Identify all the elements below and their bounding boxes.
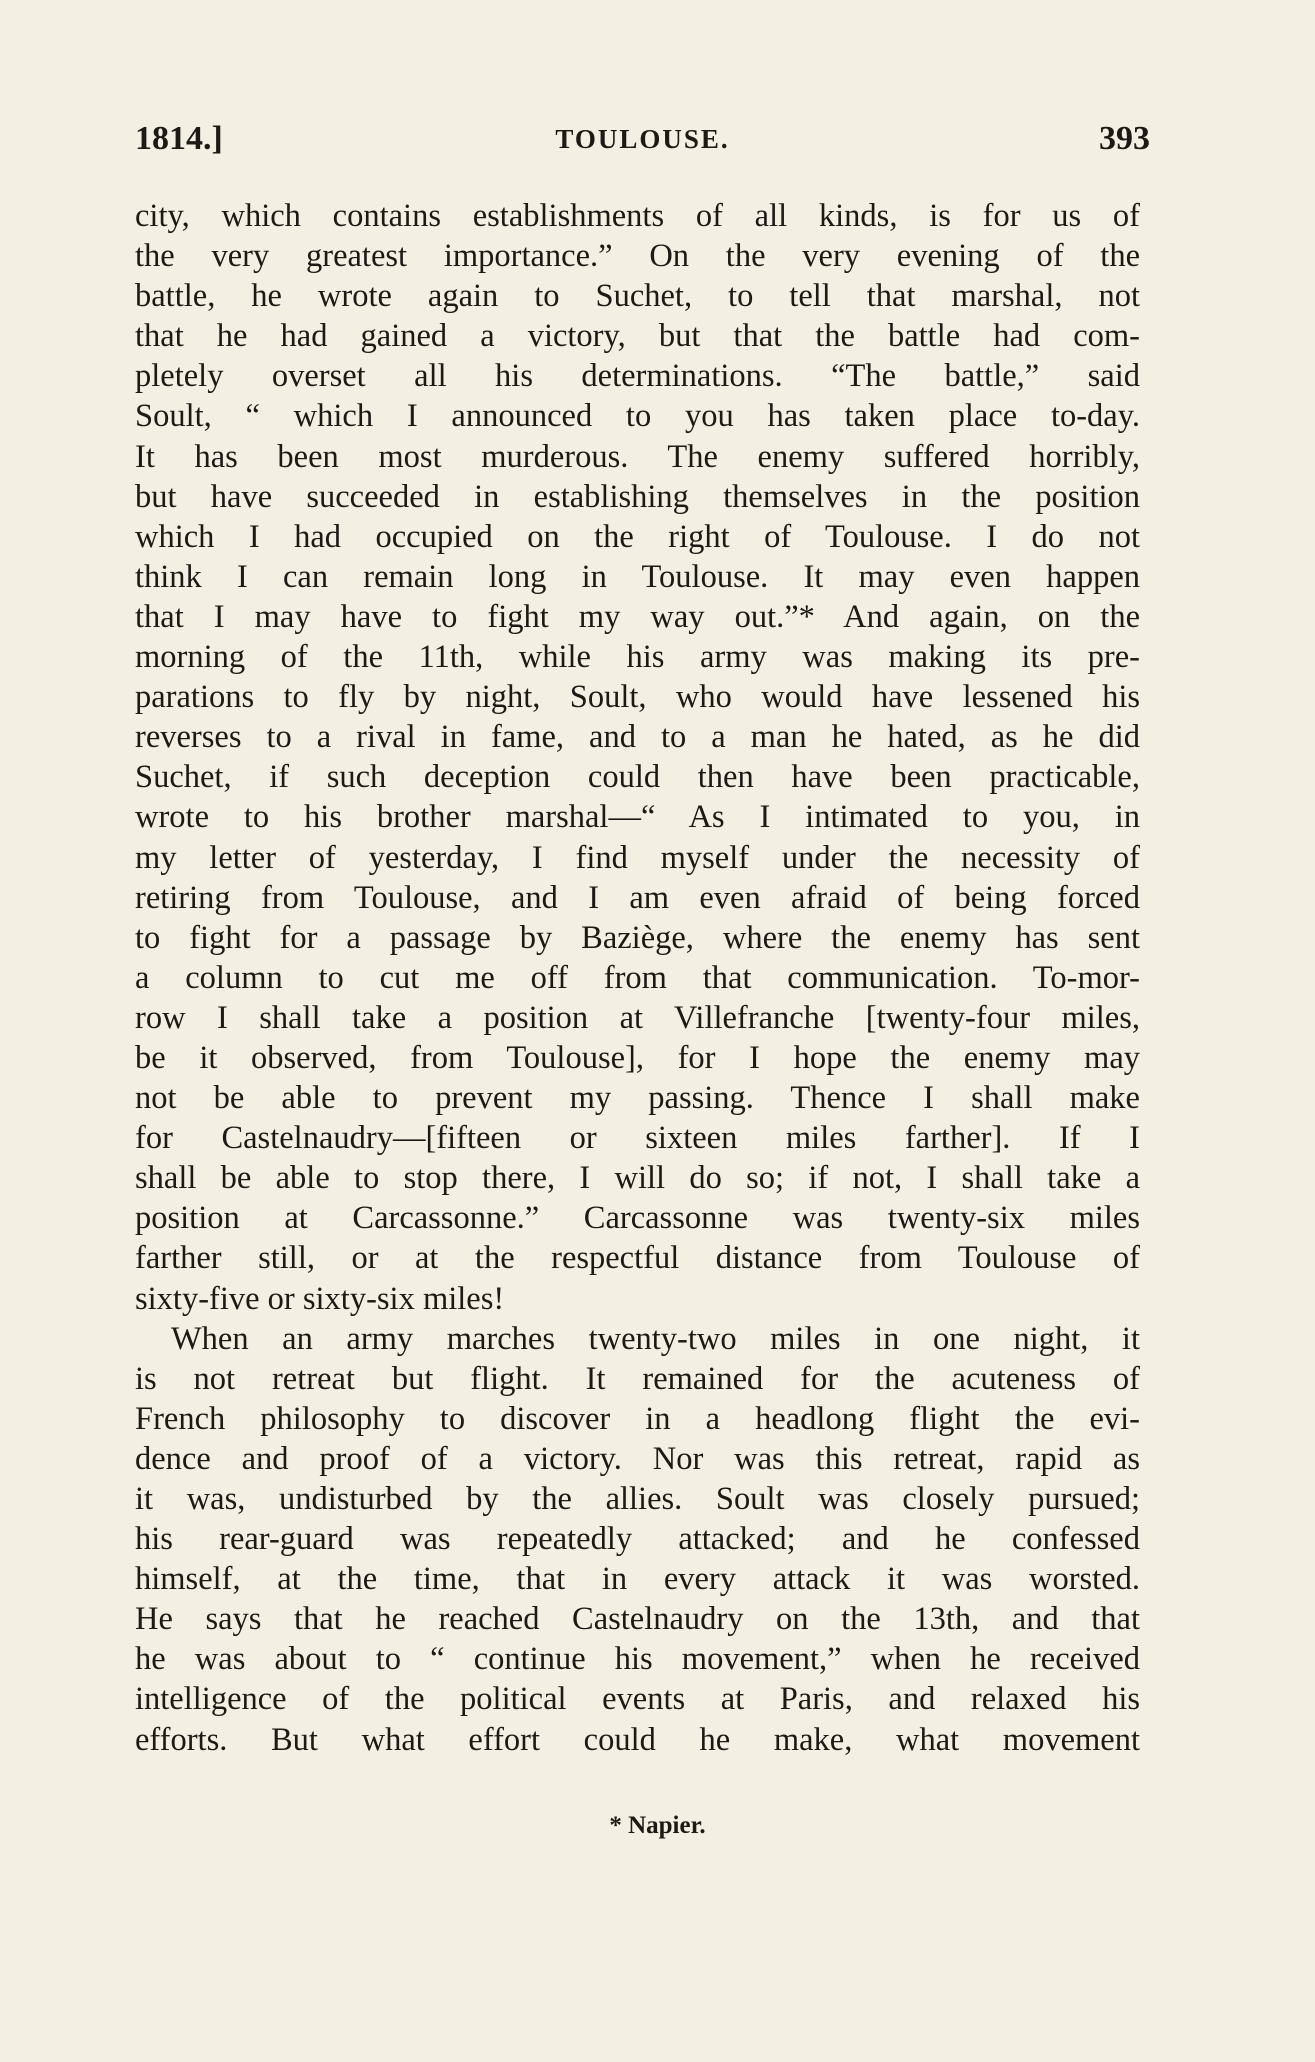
- text-line: retiring from Toulouse, and I am even afraid of being forced: [135, 879, 1140, 916]
- text-line: Soult, “ which I announced to you has taken place to-day.: [135, 398, 1140, 435]
- text-line: French philosophy to discover in a headlong flight the evi-: [135, 1400, 1140, 1437]
- text-line: it was, undisturbed by the allies. Soult was closely pursued;: [135, 1481, 1140, 1517]
- running-head: [135, 120, 1150, 172]
- text-line: he was about to “ continue his movement,” when he received: [135, 1641, 1140, 1678]
- page-number: 393: [1099, 120, 1150, 157]
- text-line: not be able to prevent my passing. Thence I shall make: [135, 1080, 1140, 1117]
- text-line: dence and proof of a victory. Nor was this retreat, rapid as: [135, 1440, 1140, 1477]
- text-line: reverses to a rival in fame, and to a man he hated, as he did: [135, 719, 1140, 756]
- header-title: TOULOUSE.: [555, 124, 730, 154]
- text-line: farther still, or at the respectful distance from Toulouse of: [135, 1240, 1140, 1277]
- text-line: is not retreat but flight. It remained for the acuteness of: [135, 1360, 1140, 1397]
- text-line: efforts. But what effort could he make, what movement: [135, 1721, 1140, 1758]
- text-line: pletely overset all his determinations. “The battle,” said: [135, 358, 1140, 395]
- text-line: battle, he wrote again to Suchet, to tell that marshal, not: [135, 278, 1140, 315]
- text-line: that he had gained a victory, but that the battle had com-: [135, 318, 1140, 355]
- text-line: He says that he reached Castelnaudry on the 13th, and that: [135, 1601, 1140, 1638]
- text-line: row I shall take a position at Villefranche [twenty-four miles,: [135, 999, 1140, 1036]
- text-line: which I had occupied on the right of Toulouse. I do not: [135, 518, 1140, 555]
- text-line: be it observed, from Toulouse], for I hope the enemy may: [135, 1039, 1140, 1076]
- footnote: * Napier.: [609, 1812, 706, 1839]
- text-line: to fight for a passage by Baziège, where the enemy has sent: [135, 919, 1140, 956]
- text-line: intelligence of the political events at Paris, and relaxed his: [135, 1681, 1140, 1718]
- text-line: Suchet, if such deception could then have been practicable,: [135, 759, 1140, 796]
- text-line: morning of the 11th, while his army was making its pre-: [135, 639, 1140, 676]
- text-line: my letter of yesterday, I find myself under the necessity of: [135, 839, 1140, 876]
- text-line: shall be able to stop there, I will do so; if not, I shall take a: [135, 1160, 1140, 1197]
- text-line: think I can remain long in Toulouse. It may even happen: [135, 558, 1140, 595]
- text-line: for Castelnaudry—[fifteen or sixteen miles farther]. If I: [135, 1120, 1140, 1157]
- body-text: [135, 196, 1140, 1760]
- text-line: position at Carcassonne.” Carcassonne was twenty-six miles: [135, 1200, 1140, 1237]
- text-line: wrote to his brother marshal—“ As I intimated to you, in: [135, 799, 1140, 836]
- text-line: his rear-guard was repeatedly attacked; and he confessed: [135, 1521, 1140, 1558]
- text-line: that I may have to fight my way out.”* And again, on the: [135, 598, 1140, 635]
- text-line: himself, at the time, that in every attack it was worsted.: [135, 1561, 1140, 1598]
- text-line: parations to fly by night, Soult, who would have lessened his: [135, 679, 1140, 716]
- text-line: a column to cut me off from that communication. To-mor-: [135, 959, 1140, 996]
- text-line: the very greatest importance.” On the very evening of the: [135, 238, 1140, 275]
- text-line: city, which contains establishments of all kinds, is for us of: [135, 198, 1140, 234]
- text-line: but have succeeded in establishing themselves in the position: [135, 478, 1140, 515]
- header-year: 1814.]: [135, 120, 223, 157]
- text-line: It has been most murderous. The enemy suffered horribly,: [135, 438, 1140, 475]
- paragraph-start-line: When an army marches twenty-two miles in one night, it: [171, 1320, 1140, 1357]
- paragraph-end-line: sixty-five or sixty-six miles!: [135, 1280, 505, 1317]
